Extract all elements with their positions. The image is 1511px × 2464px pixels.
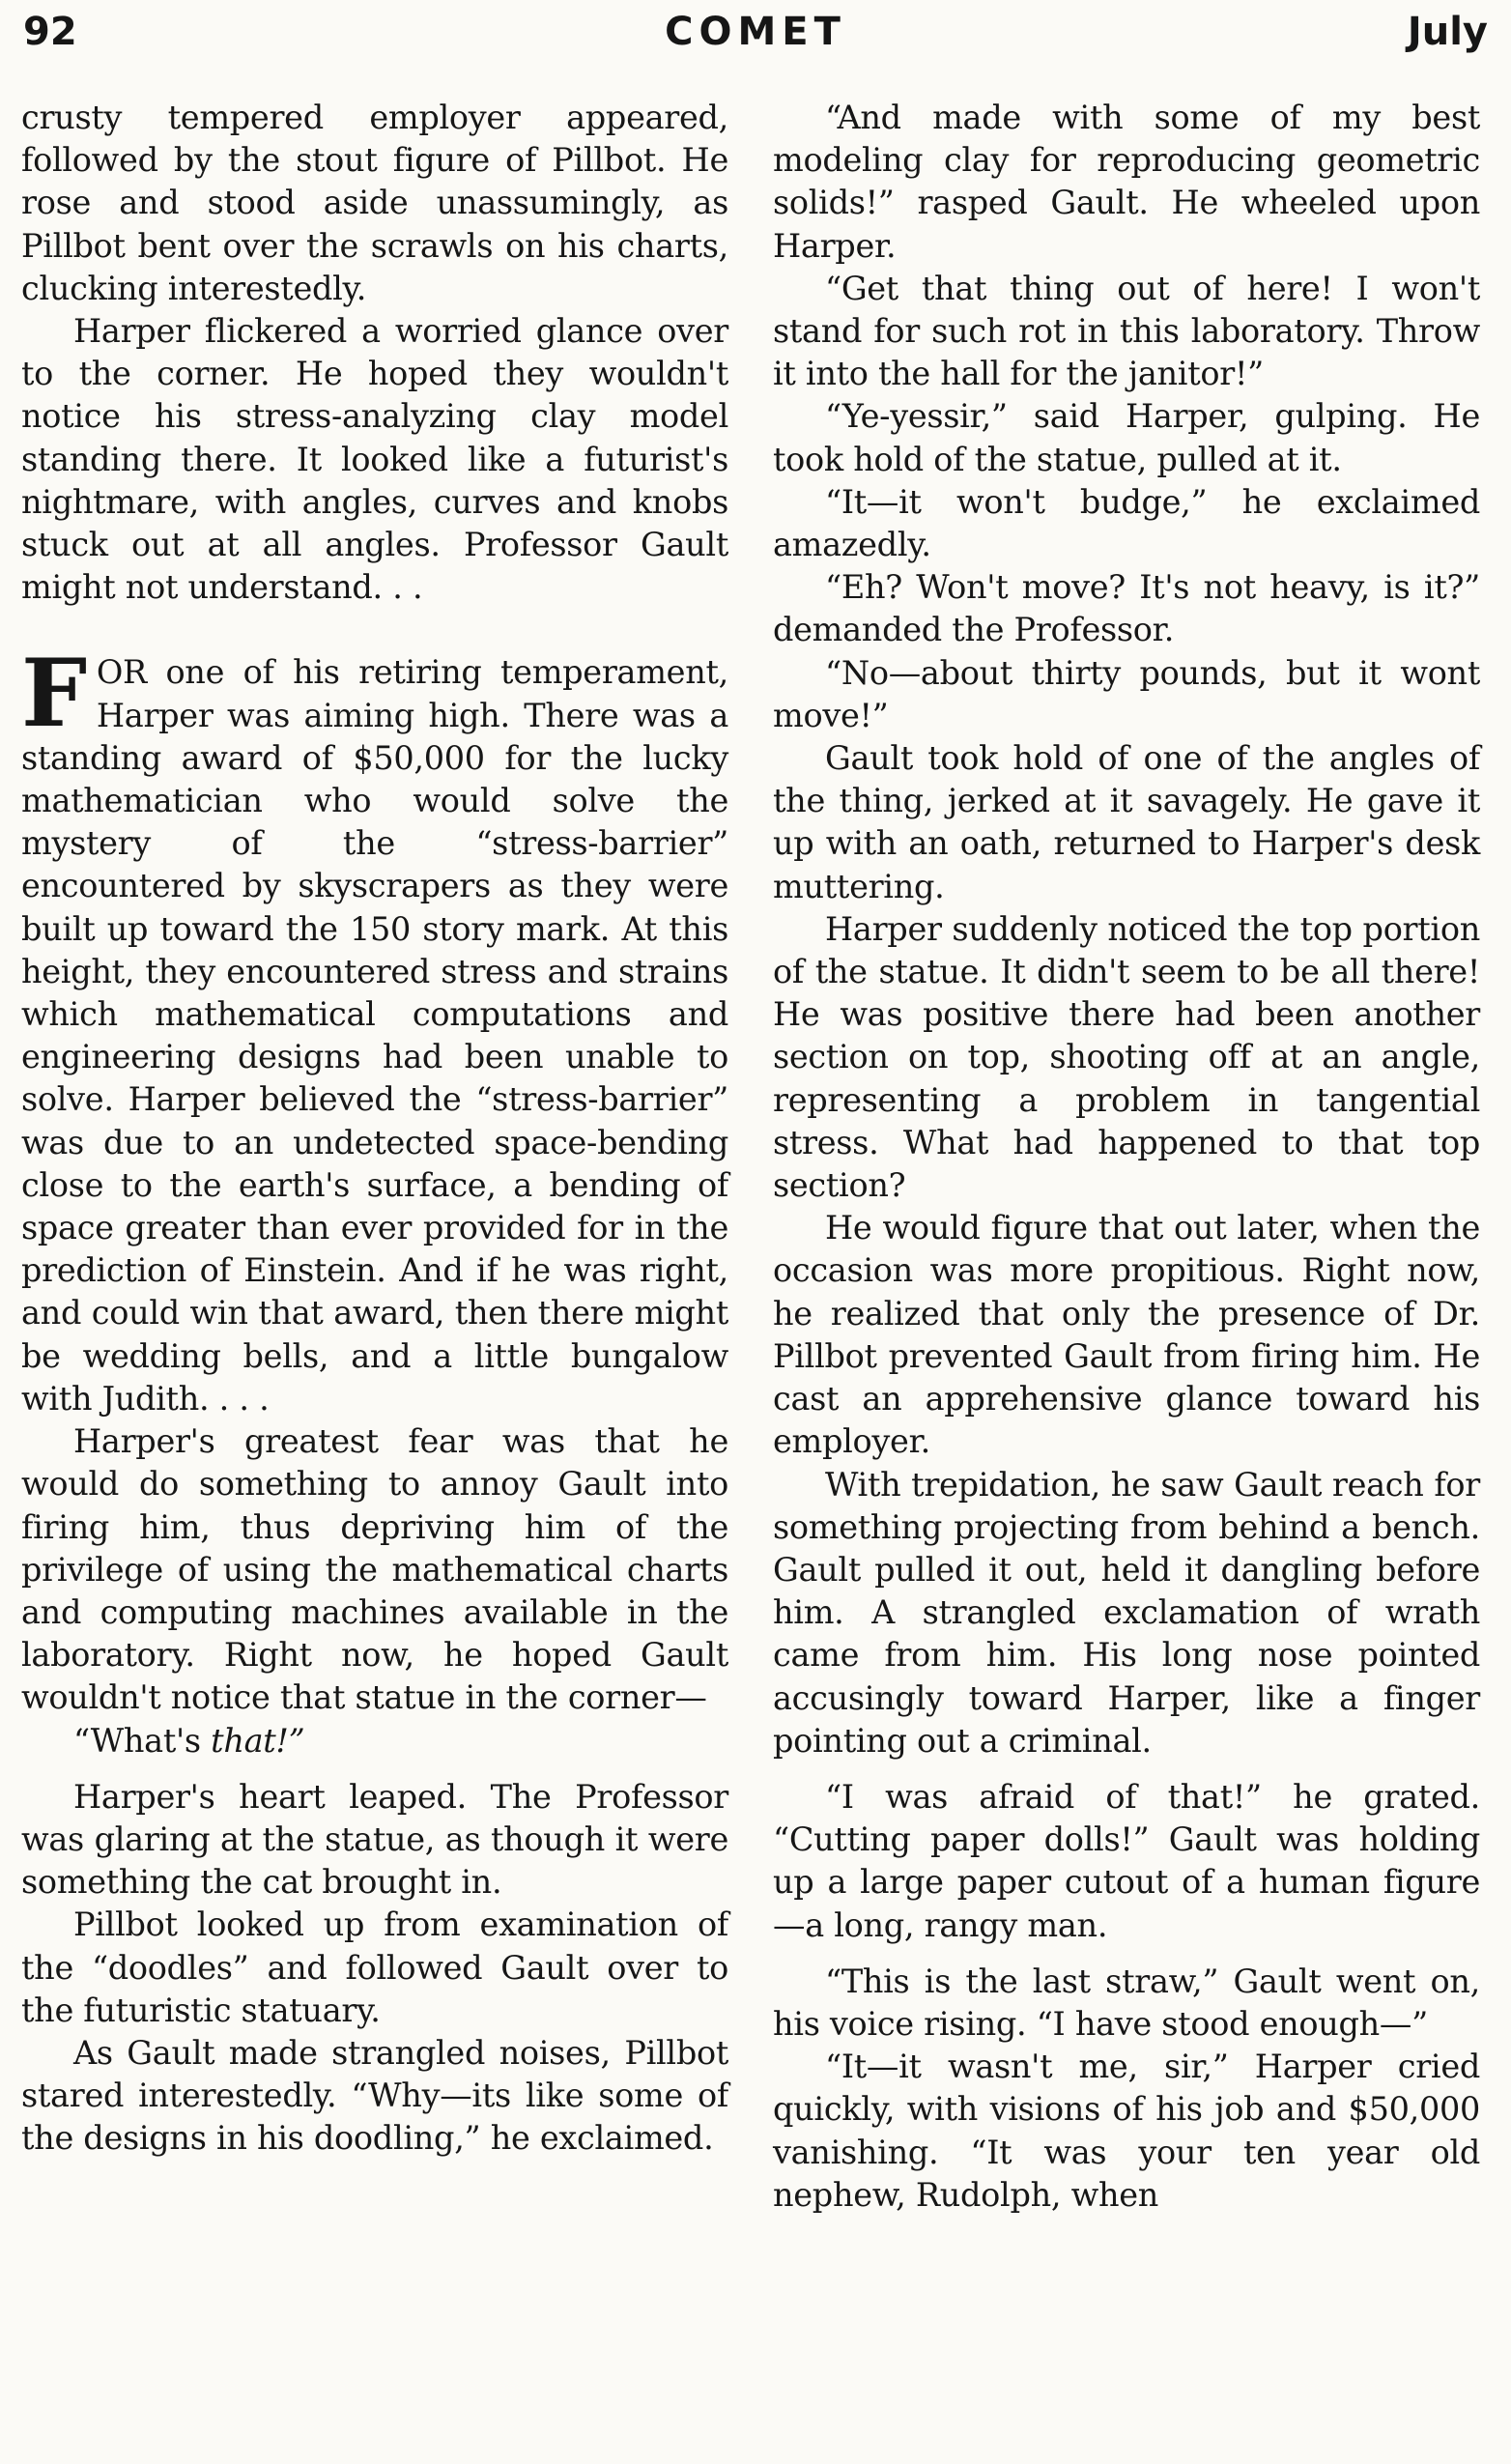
paragraph: Gault took hold of one of the angles of the thing, jerked at it savagely. He gave it up with an oath, returned to Harper's desk muttering. xyxy=(773,739,1480,905)
paragraph: “Eh? Won't move? It's not heavy, is it?” demanded the Professor. xyxy=(773,568,1480,649)
right-column xyxy=(773,97,1480,2217)
paragraph: “It—it won't budge,” he exclaimed amazedly. xyxy=(773,482,1480,564)
paragraph: Harper's heart leaped. The Professor was glaring at the statue, as though it were something the cat brought in. xyxy=(21,1777,728,1902)
quote-text: “What's xyxy=(73,1721,212,1760)
page-number: 92 xyxy=(23,10,77,54)
issue-month: July xyxy=(1407,10,1488,54)
paragraph xyxy=(21,1720,728,1762)
paragraph: “Get that thing out of here! I won't stand for such rot in this laboratory. Throw it into the hall for the janitor!” xyxy=(773,269,1480,393)
paragraph: As Gault made strangled noises, Pillbot stared interestedly. “Why—its like some of the designs in his doodling,” he exclaimed. xyxy=(21,2033,728,2158)
paragraph: He would figure that out later, when the occasion was more propitious. Right now, he realized that only the presence of Dr. Pillbot prevented Gault from firing him. He cast an apprehensive glance toward his employer. xyxy=(773,1209,1480,1461)
page-header xyxy=(23,10,1488,68)
paragraph: With trepidation, he saw Gault reach for something projecting from behind a bench. Gault pulled it out, held it dangling before him. A strangled exclamation of wrath came from him. His long nose pointed accusingly toward Harper, like a finger pointing out a criminal. xyxy=(773,1465,1480,1760)
paragraph: Harper's greatest fear was that he would do something to annoy Gault into firing him, thus depriving him of the privilege of using the mathematical charts and computing machines available in the laboratory. Right now, he hoped Gault wouldn't notice that statue in the corner— xyxy=(21,1422,728,1717)
left-column xyxy=(21,97,728,2161)
paragraph: “And made with some of my best modeling clay for reproducing geometric solids!” rasped Gault. He wheeled upon Harper. xyxy=(773,99,1480,265)
paragraph: “No—about thirty pounds, but it wont move!” xyxy=(773,653,1480,734)
drop-cap-letter: F xyxy=(21,639,87,749)
paragraph: Harper flickered a worried glance over to the corner. He hoped they wouldn't notice his stress-analyzing clay model standing there. It looked like a futurist's nightmare, with angles, curves and knobs stuck out at all angles. Professor Gault might not understand. . . xyxy=(21,312,728,607)
paragraph: “This is the last straw,” Gault went on, his voice rising. “I have stood enough—” xyxy=(773,1962,1480,2043)
paragraph-text: OR one of his retiring temperament, Harper was aiming high. There was a standing award of $50,000 for the lucky mathematician who would solve the mystery of the “stress-barrier” encountered by skyscrapers as they were built up toward the 150 story mark. At this height, they encountered stress and strains which mathematical computations and engineering designs had been unable to solve. Harper believed the “stress-barrier” was due to an undetected space-bending close to the earth's surface, a bending of space greater than ever provided for in the prediction of Einstein. And if he was right, and could win that award, then there might be wedding bells, and a little bungalow with Judith. . . . xyxy=(21,653,728,1418)
paragraph: Harper suddenly noticed the top portion of the statue. It didn't seem to be all there! He was positive there had been another section on top, shooting off at an angle, representing a problem in tangential stress. What had happened to that top section? xyxy=(773,909,1480,1205)
paragraph: “I was afraid of that!” he grated. “Cutting paper dolls!” Gault was holding up a large paper cutout of a human figure—a long, rangy man. xyxy=(773,1777,1480,1944)
paragraph: crusty tempered employer appeared, followed by the stout figure of Pillbot. He rose and stood aside unassumingly, as Pillbot bent over the scrawls on his charts, clucking interestedly. xyxy=(21,99,728,307)
magazine-title: COMET xyxy=(665,10,846,54)
paragraph-dropcap xyxy=(21,639,728,1420)
paragraph: “Ye-yessir,” said Harper, gulping. He took hold of the statue, pulled at it. xyxy=(773,397,1480,478)
quote-italic: that!” xyxy=(211,1721,305,1760)
paragraph: “It—it wasn't me, sir,” Harper cried quickly, with visions of his job and $50,000 vanishing. “It was your ten year old nephew, Rudolph, when xyxy=(773,2048,1480,2214)
paragraph: Pillbot looked up from examination of the “doodles” and followed Gault over to the futuristic statuary. xyxy=(21,1905,728,2029)
